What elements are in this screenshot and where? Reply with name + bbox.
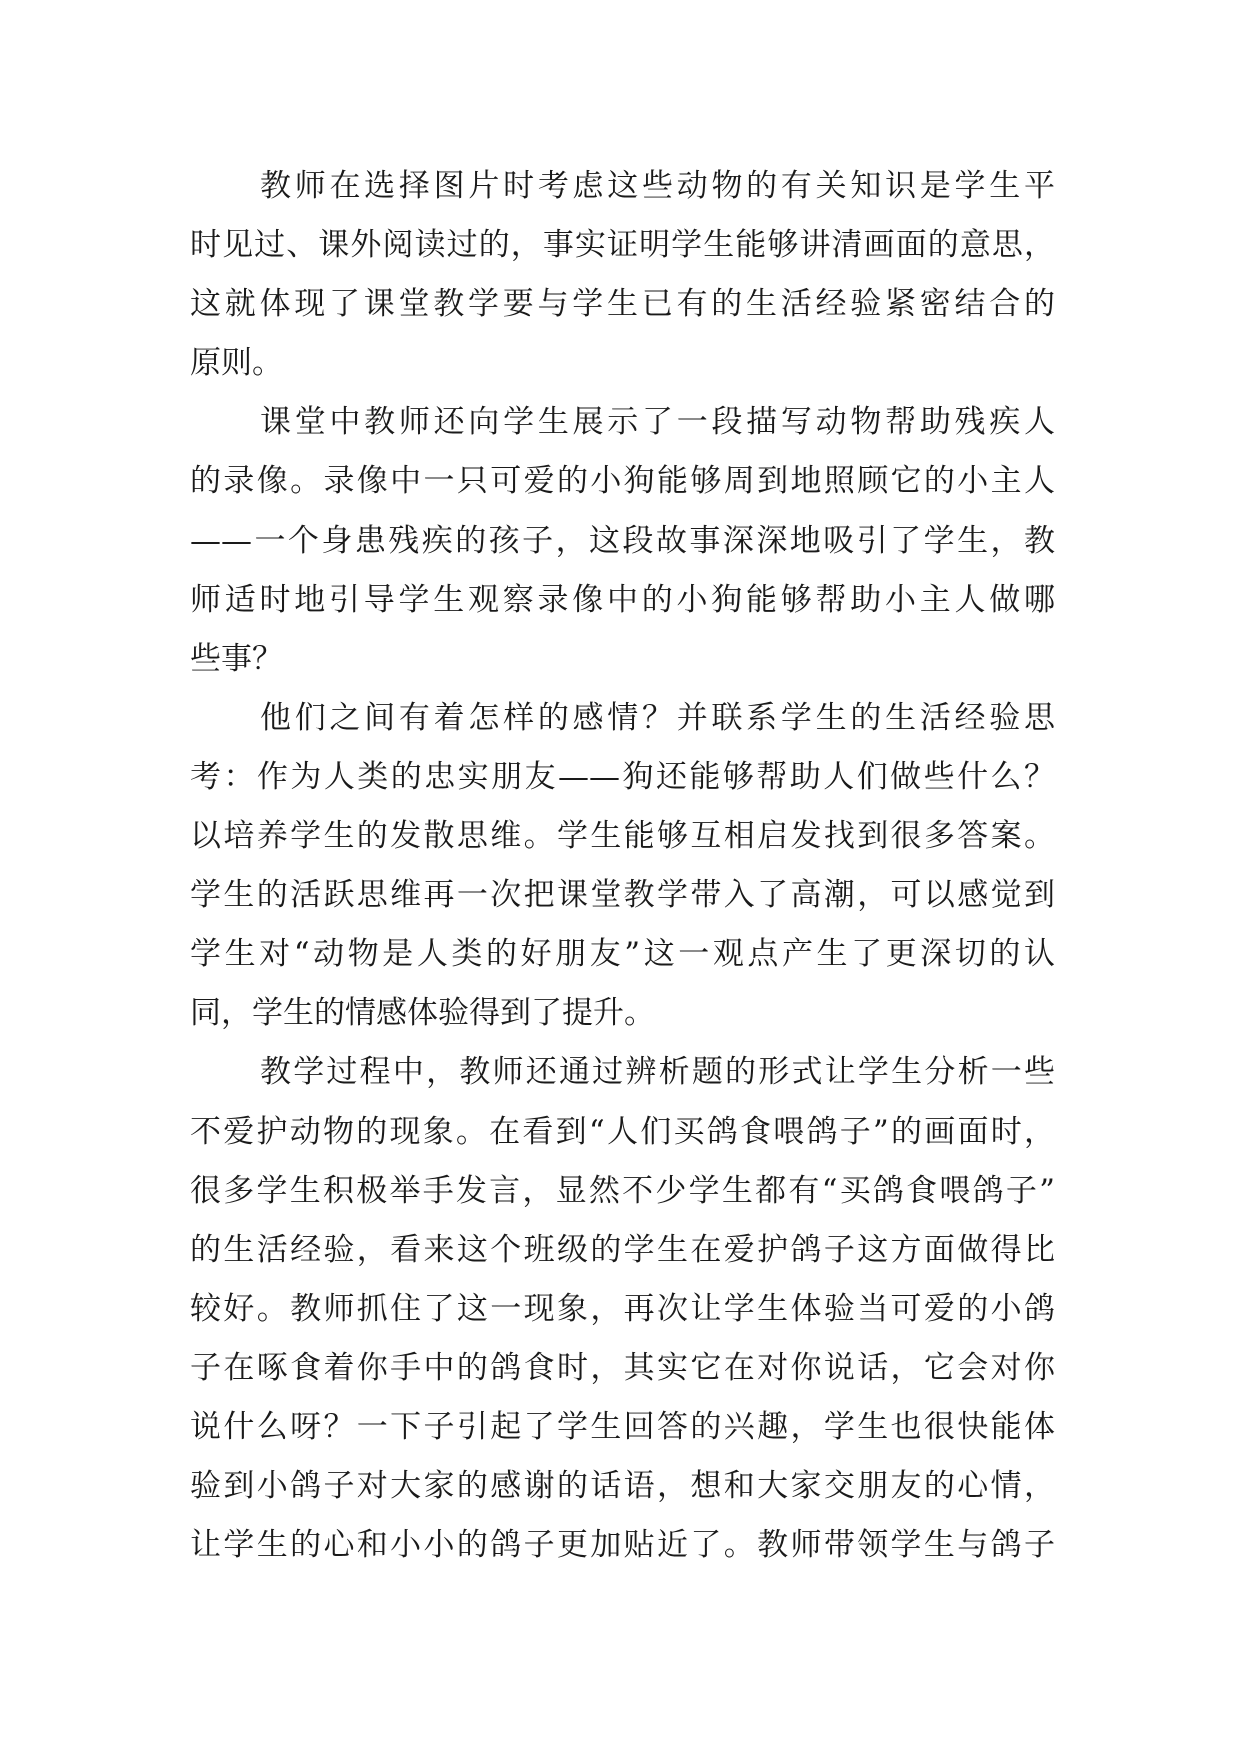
paragraph-1: [190, 157, 1055, 393]
text-line: 原则。: [190, 345, 283, 382]
text-line: 师适时地引导学生观察录像中的小狗能够帮助小主人做哪: [190, 581, 1055, 618]
text-line: 他们之间有着怎样的感情？并联系学生的生活经验思: [260, 699, 1055, 736]
text-line: 不爱护动物的现象。在看到“人们买鸽食喂鸽子”的画面时，: [190, 1113, 1055, 1150]
text-line: 时见过、课外阅读过的，事实证明学生能够讲清画面的意思，: [190, 227, 1055, 264]
text-line: 子在啄食着你手中的鸽食时，其实它在对你说话，它会对你: [190, 1349, 1055, 1386]
text-line: 让学生的心和小小的鸽子更加贴近了。教师带领学生与鸽子: [190, 1527, 1055, 1564]
text-line: 这就体现了课堂教学要与学生已有的生活经验紧密结合的: [190, 286, 1055, 323]
text-line: ——一个身患残疾的孩子，这段故事深深地吸引了学生，教: [190, 522, 1055, 559]
text-line: 的生活经验，看来这个班级的学生在爱护鸽子这方面做得比: [190, 1231, 1055, 1268]
text-line: 些事？: [190, 640, 283, 677]
text-line: 学生对“动物是人类的好朋友”这一观点产生了更深切的认: [190, 936, 1055, 973]
text-line: 很多学生积极举手发言，显然不少学生都有“买鸽食喂鸽子”: [190, 1172, 1055, 1209]
text-line: 课堂中教师还向学生展示了一段描写动物帮助残疾人: [260, 404, 1055, 441]
text-line: 同，学生的情感体验得到了提升。: [190, 995, 655, 1032]
text-line: 验到小鸽子对大家的感谢的话语，想和大家交朋友的心情，: [190, 1468, 1055, 1505]
text-line: 较好。教师抓住了这一现象，再次让学生体验当可爱的小鸽: [190, 1290, 1055, 1327]
text-line: 的录像。录像中一只可爱的小狗能够周到地照顾它的小主人: [190, 463, 1055, 500]
text-line: 考：作为人类的忠实朋友——狗还能够帮助人们做些什么？: [190, 758, 1055, 795]
text-line: 学生的活跃思维再一次把课堂教学带入了高潮，可以感觉到: [190, 877, 1055, 914]
text-line: 教学过程中，教师还通过辨析题的形式让学生分析一些: [260, 1054, 1055, 1091]
text-line: 以培养学生的发散思维。学生能够互相启发找到很多答案。: [190, 818, 1055, 855]
text-line: 教师在选择图片时考虑这些动物的有关知识是学生平: [260, 168, 1055, 204]
text-line: 说什么呀？一下子引起了学生回答的兴趣，学生也很快能体: [190, 1408, 1055, 1445]
paragraph-3: [190, 689, 1055, 1044]
paragraph-4: [190, 1043, 1055, 1575]
paragraph-2: [190, 393, 1055, 688]
body-text: [190, 157, 1055, 1575]
